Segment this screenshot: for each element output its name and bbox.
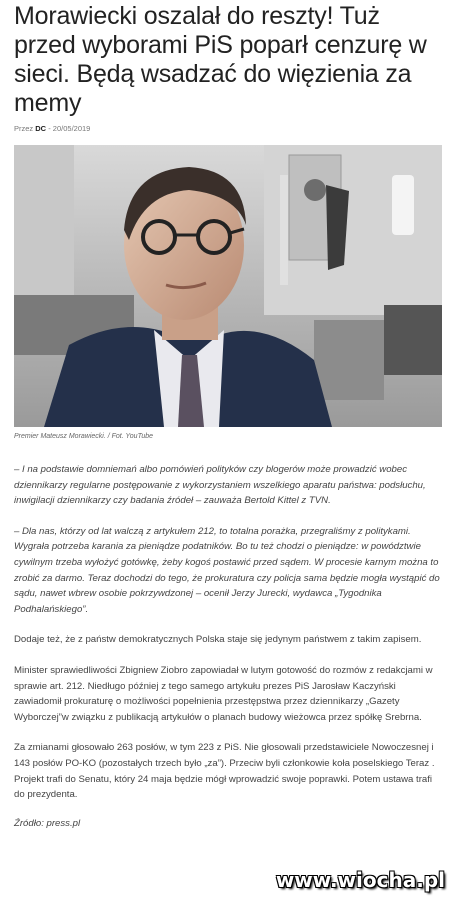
paragraph-2: – Dla nas, którzy od lat walczą z artykułem 212, to totalna porażka, przegraliśmy z politykami. Wygrała potrzeba karania za pieniądze podatników. Bo tu też chodzi o pieniądze: w powództwie cywilnym trzeba wyłożyć gotówkę, żeby kogoś postawić przed sądem. W procesie karnym można to zrobić za darmo. Teraz dochodzi do tego, że prokuratura czy policja sama będzie mogła wystąpić do sądu, nawet wbrew osobie pokrzywdzonej – ocenił Jerzy Jurecki, wydawca „Tygodnika Podhalańskiego”. [14, 525, 440, 615]
author-link[interactable]: DC [35, 124, 47, 133]
paragraph-3: Dodaje też, że z państw demokratycznych Polska staje się jedynym państwem z takim zapisem. [14, 634, 422, 646]
byline [14, 124, 445, 136]
photo-caption: Premier Mateusz Morawiecki. / Fot. YouTube [14, 433, 154, 440]
byline-separator: - [48, 124, 53, 133]
article-title: Morawiecki oszalał do reszty! Tuż przed wyborami PiS poparł cenzurę w sieci. Będą wsadzać do więzienia za memy [14, 2, 427, 117]
publish-date: 20/05/2019 [52, 124, 91, 133]
site-watermark: www.wiocha.pl [275, 868, 445, 892]
paragraph-4: Minister sprawiedliwości Zbigniew Ziobro zapowiadał w lutym gotowość do rozmów z redakcjami w sprawie art. 212. Niedługo później z tego samego artykułu prezes PiS Jarosław Kaczyński zawiadomił prokuraturę o możliwości popełnienia przestępstwa przez dziennikarzy „Gazety Wyborczej”w związku z publikacją artykułów o planach budowy wieżowca przez spółkę Srebrna. [14, 664, 433, 723]
paragraph-5: Za zmianami głosowało 263 posłów, w tym 223 z PiS. Nie głosowali przedstawiciele Nowoczesnej i 143 posłów PO-KO (pozostałych trzech było „za”). Przeciw byli członkowie koła poselskiego Teraz . Projekt trafi do Senatu, który 24 maja będzie mógł wprowadzić swoje poprawki. Potem ustawa trafi do prezydenta. [14, 742, 435, 801]
paragraph-1: – I na podstawie domniemań albo pomówień polityków czy blogerów może prowadzić wobec dziennikarzy regularne postępowanie z wykorzystaniem wszelkiego aparatu państwa: podsłuchu, inwigilacji dziennikarzy czy badania źródeł – zauważa Bertold Kittel z TVN. [14, 464, 426, 507]
article-photo [14, 145, 442, 427]
source-link[interactable]: Źródło: press.pl [14, 817, 81, 829]
byline-prefix: Przez [14, 124, 34, 133]
portrait-illustration [14, 145, 442, 427]
